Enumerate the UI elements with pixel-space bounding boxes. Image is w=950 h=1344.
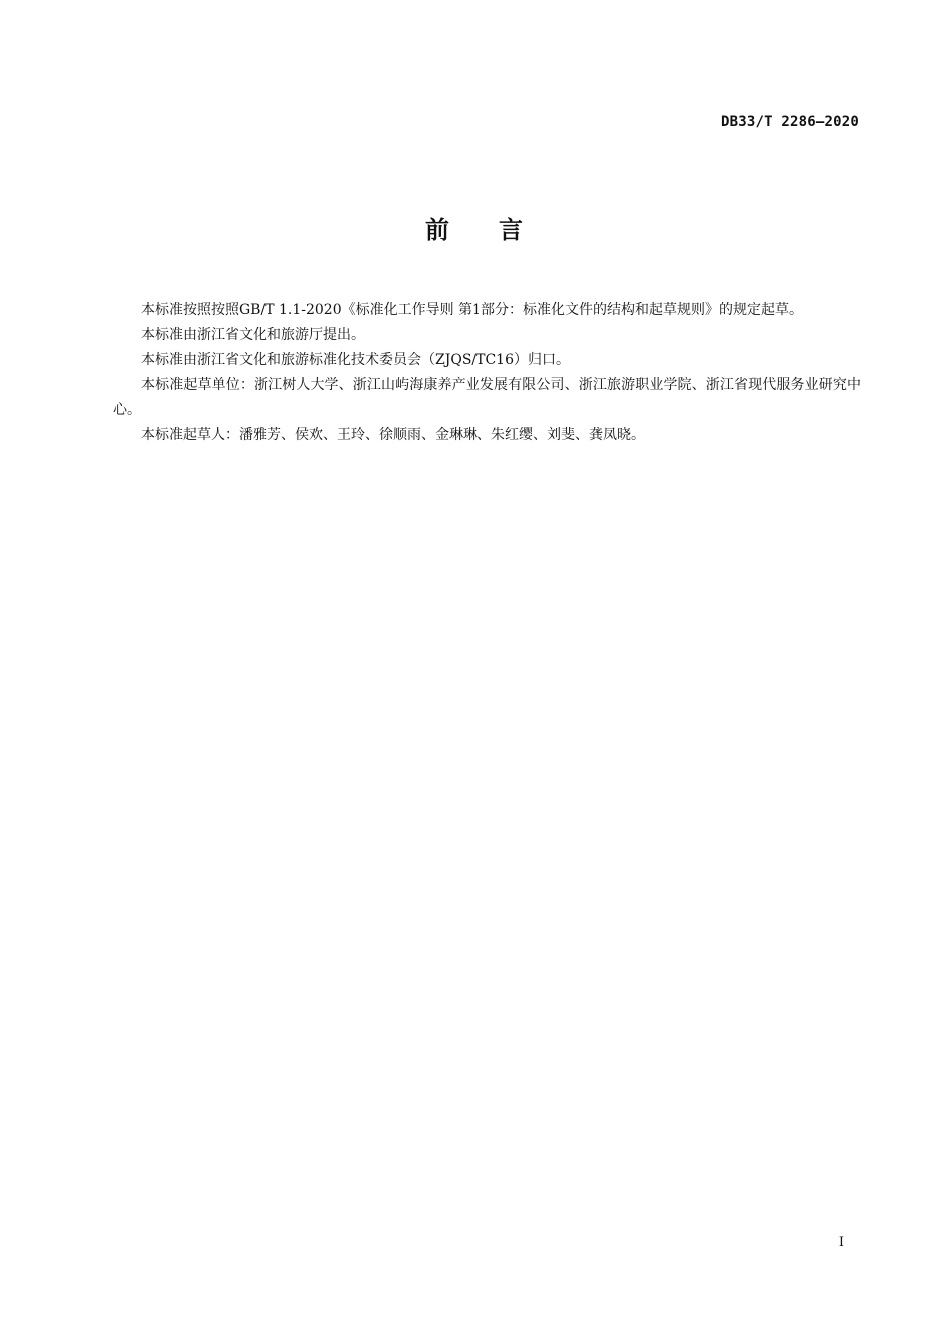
paragraph-drafting-units: 本标准起草单位：浙江树人大学、浙江山屿海康养产业发展有限公司、浙江旅游职业学院、浙江省现代服务业研究中心。: [113, 377, 861, 418]
standard-code: DB33/T 2286—2020: [720, 114, 859, 130]
paragraph-proposer: 本标准由浙江省文化和旅游厅提出。: [141, 327, 365, 343]
title-char-2: 言: [499, 216, 525, 244]
title-char-1: 前: [425, 216, 451, 244]
page-title: [0, 210, 950, 245]
paragraph-drafters: 本标准起草人：潘雅芳、侯欢、王玲、徐顺雨、金琳琳、朱红缨、刘斐、龚凤晓。: [141, 427, 645, 443]
page-number: I: [838, 1235, 844, 1250]
paragraph-administrator: 本标准由浙江省文化和旅游标准化技术委员会（ZJQS/TC16）归口。: [141, 352, 570, 368]
foreword-body: [113, 298, 861, 448]
paragraph-drafting-basis: 本标准按照按照GB/T 1.1-2020《标准化工作导则 第1部分：标准化文件的结构和起草规则》的规定起草。: [141, 302, 803, 318]
